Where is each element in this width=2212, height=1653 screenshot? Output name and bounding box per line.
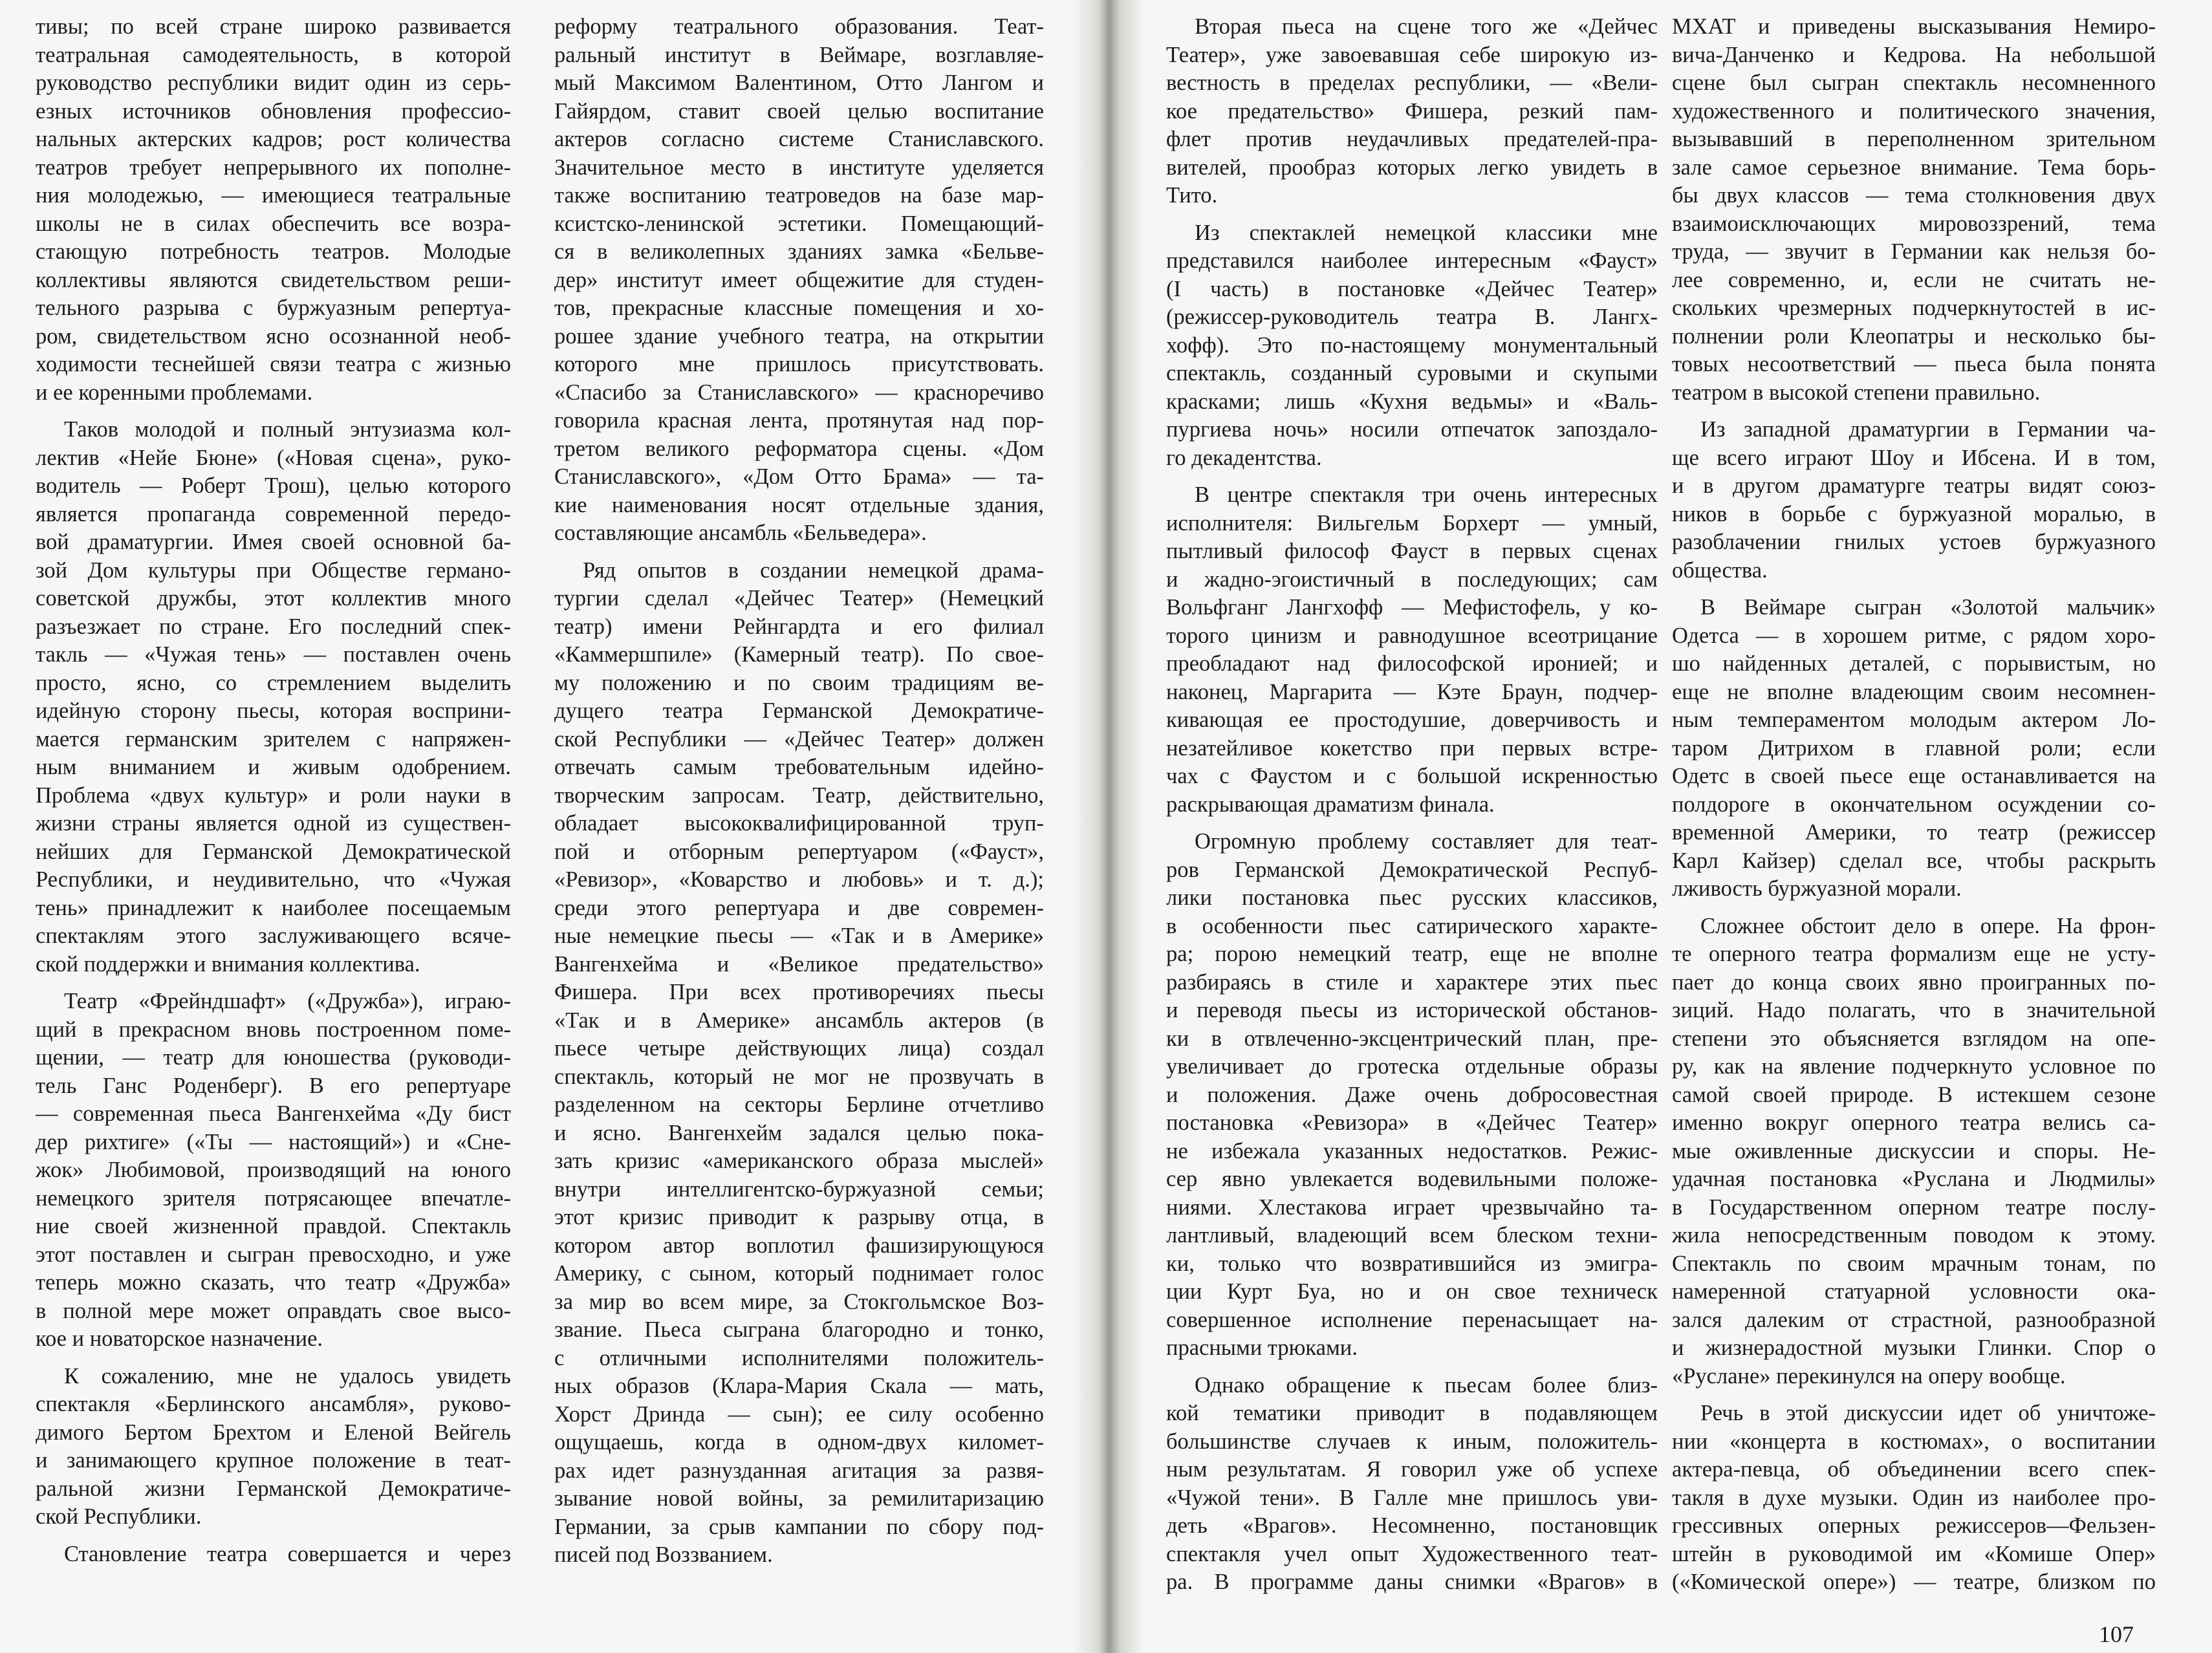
text-line: Театер», уже завоевавшая себе широкую из- [1166, 42, 1658, 67]
text-line: ще всего играют Шоу и Ибсена. И в том, [1672, 445, 2156, 470]
text-line: разделенном на секторы Берлине отчетливо [554, 1092, 1044, 1117]
text-line: среди этого репертуара и две современ- [554, 895, 1044, 920]
text-line: ром, свидетельством ясно осознанной необ- [36, 323, 511, 349]
paragraph [1672, 13, 2156, 407]
paragraph [1166, 1372, 1658, 1597]
text-line: стающую потребность театров. Молодые [36, 239, 511, 264]
paragraph [1672, 913, 2156, 1391]
text-line: штейн в руководимой им «Комише Опер» [1672, 1541, 2156, 1566]
text-line: Из западной драматургии в Германии ча- [1700, 417, 2156, 442]
text-line: самой своей природе. В истекшем сезоне [1672, 1082, 2156, 1107]
text-line: нии «концерта в костюмах», о воспитании [1672, 1429, 2156, 1454]
text-line: театров требует непрерывного их пополне- [36, 155, 511, 180]
text-line: ния молодежью, — имеющиеся театральные [36, 183, 511, 208]
text-line: Фишера. При всех противоречиях пьесы [554, 980, 1044, 1004]
text-line: совершенное исполнение перенасыщает на- [1166, 1307, 1658, 1332]
text-line: Вангенхейма и «Великое предательство» [554, 951, 1044, 977]
text-line: ников в борьбе с буржуазной моралью, в [1672, 501, 2156, 526]
text-line: спектаклям этого заслуживающего всяче- [36, 924, 511, 948]
text-line: тень» принадлежит к наиболее посещаемым [36, 895, 511, 920]
paragraph [554, 557, 1044, 1570]
text-line: и положения. Даже очень добросовестная [1166, 1082, 1658, 1107]
text-line: просто, ясно, со стремлением выделить [36, 670, 511, 695]
text-line: щении, — театр для юношества (руководи- [36, 1045, 511, 1070]
paragraph [1672, 416, 2156, 585]
text-line: «Руслане» перекинулся на оперу вообще. [1672, 1363, 2066, 1388]
text-line: ся в великолепных зданиях замка «Бельве- [554, 239, 1044, 264]
text-line: зался далеким от страстной, разнообразной [1672, 1307, 2156, 1332]
text-line: лектив «Нейе Бюне» («Новая сцена», руко- [36, 445, 511, 470]
text-line: этот поставлен и сыгран превосходно, и уже [36, 1242, 511, 1267]
text-line: Карл Кайзер) сделал все, чтобы раскрыть [1672, 848, 2156, 873]
text-line: актеров согласно системе Станиславского. [554, 127, 1044, 151]
text-line: вызывавший в переполненном зрительном [1672, 127, 2156, 151]
column-2 [554, 13, 1044, 1579]
text-line: спектакля «Берлинского ансамбля», руково- [36, 1392, 511, 1416]
text-line: чах с Фаустом и с большой искренностью [1166, 764, 1658, 788]
text-line: пургиева ночь» носили отпечаток запоздало- [1166, 417, 1658, 442]
text-line: ра. В программе даны снимки «Врагов» в [1166, 1570, 1658, 1594]
text-line: нейших для Германской Демократической [36, 839, 511, 864]
text-line: Становление театра совершается и через [64, 1541, 511, 1566]
text-line: составляющие ансамбль «Бельведера». [554, 521, 927, 545]
text-line: является пропаганда современной передо- [36, 501, 511, 526]
text-line: вой драматургии. Имея своей основной ба- [36, 530, 511, 554]
text-line: мые оживленные дискуссии и споры. Не- [1672, 1138, 2156, 1163]
text-line: временной Америки, то театр (режиссер [1672, 820, 2156, 845]
text-line: с отличными исполнителями положитель- [554, 1345, 1044, 1370]
text-line: Театр «Фрейндшафт» («Дружба»), играю- [64, 989, 511, 1013]
text-line: кое предательство» Фишера, резкий пам- [1166, 98, 1658, 124]
text-line: представился наиболее интересным «Фауст» [1166, 248, 1658, 273]
text-line: говорила красная лента, протянутая над пор- [554, 408, 1044, 433]
text-line: ных образов (Клара-Мария Скала — мать, [554, 1374, 1044, 1398]
text-line: такль — «Чужая тень» — поставлен очень [36, 642, 511, 667]
text-line: ки в отвлеченно-эксцентрический план, пре- [1166, 1026, 1658, 1051]
text-line: ощущаешь, когда в одном-двух километ- [554, 1430, 1044, 1454]
text-line: труда, — звучит в Германии как нельзя бо- [1672, 239, 2156, 264]
text-line: ки, только что возвратившийся из эмигра- [1166, 1251, 1658, 1276]
text-line: Одетса — в хорошем ритме, с рядом хоро- [1672, 623, 2156, 648]
text-line: кое и новаторское назначение. [36, 1326, 323, 1351]
text-line: (I часть) в постановке «Дейчес Театер» [1166, 276, 1658, 301]
text-line: лее современно, и, если не считать не- [1672, 267, 2156, 292]
text-line: К сожалению, мне не удалось увидеть [64, 1363, 511, 1388]
text-line: кой тематики приводит в подавляющем [1166, 1401, 1658, 1425]
paragraph [1166, 828, 1658, 1363]
text-line: также воспитанию театроведов на базе мар- [554, 183, 1044, 208]
text-line: Вольфганг Лангхофф — Мефистофель, у ко- [1166, 595, 1658, 620]
text-line: руководство республики видит один из серь- [36, 70, 511, 95]
text-line: коллективы являются свидетельством реши- [36, 267, 511, 292]
text-line: советской дружбы, этот коллектив много [36, 586, 511, 610]
text-line: увеличивает до гротеска отдельные образы [1166, 1054, 1658, 1079]
paragraph [36, 988, 511, 1354]
text-line: зать кризис «американского образа мыслей» [554, 1149, 1044, 1173]
book-gutter [1074, 0, 1145, 1653]
text-line: вестность в пределах республики, — «Вели- [1166, 70, 1658, 95]
text-line: зой Дом культуры при Обществе германо- [36, 557, 511, 583]
text-line: В Веймаре сыгран «Золотой мальчик» [1700, 595, 2156, 620]
text-line: жила непосредственным поводом к этому. [1672, 1223, 2156, 1248]
text-line: общества. [1672, 557, 1768, 583]
text-line: Хорст Дринда — сын); ее силу особенно [554, 1401, 1044, 1427]
text-line: МХАТ и приведены высказывания Немиро- [1672, 14, 2156, 39]
text-line: и жизнерадостной музыки Глинки. Спор о [1672, 1335, 2156, 1360]
text-line: спектакль, созданный суровыми и скупыми [1166, 361, 1658, 385]
text-line: Вторая пьеса на сцене того же «Дейчес [1195, 14, 1658, 39]
text-line: водитель — Роберт Трош), целью которого [36, 473, 511, 498]
text-line: товых несоответствий — пьеса была понята [1672, 352, 2156, 376]
text-line: Из спектаклей немецкой классики мне [1195, 220, 1658, 245]
text-line: те оперного театра формализм еще не усту- [1672, 942, 2156, 966]
text-line: Речь в этой дискуссии идет об уничтоже- [1700, 1401, 2156, 1425]
text-line: грессивных оперных режиссеров—Фельзен- [1672, 1513, 2156, 1538]
paragraph [1166, 219, 1658, 473]
text-line: в полной мере может оправдать свое высо- [36, 1298, 511, 1323]
text-line: («Комической опере») — театре, близком по [1672, 1570, 2156, 1594]
text-line: нальных актерских кадров; рост количества [36, 127, 511, 151]
text-line: ральный институт в Веймаре, возглавляе- [554, 42, 1044, 67]
text-line: вича-Данченко и Кедрова. На небольшой [1672, 42, 2156, 67]
text-line: бы двух классов — тема столкновения двух [1672, 183, 2156, 208]
text-line: исполнителя: Вильгельм Борхерт — умный, [1166, 510, 1658, 535]
text-line: такля в духе музыки. Один из наиболее про- [1672, 1485, 2156, 1510]
text-line: пьесе четыре действующих лица) создал [554, 1036, 1044, 1061]
text-line: Ряд опытов в создании немецкой драма- [583, 557, 1044, 583]
text-line: Однако обращение к пьесам более близ- [1195, 1372, 1658, 1398]
text-line: ксистско-ленинской эстетики. Помещающий- [554, 211, 1044, 236]
text-line: тель Ганс Роденберг). В его репертуаре [36, 1073, 511, 1098]
text-line: димого Бертом Брехтом и Еленой Вейгель [36, 1420, 511, 1445]
text-line: и ясно. Вангенхейм задался целью пока- [554, 1120, 1044, 1145]
text-line: «Чужой тени». В Галле мне пришлось уви- [1166, 1485, 1658, 1510]
text-line: удачная постановка «Руслана и Людмилы» [1672, 1167, 2156, 1191]
text-line: ным темпераментом молодым актером Ло- [1672, 708, 2156, 732]
text-line: и переводя пьесы из исторической обстанов- [1166, 998, 1658, 1022]
text-line: зиций. Надо полагать, что в значительной [1672, 998, 2156, 1022]
text-line: Гайярдом, ставит своей целью воспитание [554, 98, 1044, 124]
column-3 [1166, 13, 1658, 1606]
text-line: звание. Пьеса сыграна благородно и тонко, [554, 1317, 1044, 1342]
text-line: пает до конца своих явно проигранных по- [1672, 969, 2156, 995]
text-line: дущего театра Германской Демократиче- [554, 698, 1044, 723]
text-line: зывание новой войны, за ремилитаризацию [554, 1486, 1044, 1511]
text-line: идейную сторону пьесы, которая восприни- [36, 698, 511, 723]
text-line: в особенности пьес сатирического характе- [1166, 913, 1658, 938]
paragraph [1672, 1399, 2156, 1597]
text-line: скольких чрезмерных подчеркнутостей в ис- [1672, 296, 2156, 320]
text-line: актера-певца, об объединении всего спек- [1672, 1457, 2156, 1482]
text-line: красками; лишь «Кухня ведьмы» и «Валь- [1166, 389, 1658, 414]
text-line: Тито. [1166, 183, 1218, 208]
text-line: ров Германской Демократической Респуб- [1166, 857, 1658, 882]
text-line: «Спасибо за Станиславского» — красноречиво [554, 380, 1044, 405]
text-line: спектакля учел опыт Художественного теат- [1166, 1541, 1658, 1566]
text-line: реформу театрального образования. Теат- [554, 14, 1044, 39]
text-line: и занимающего крупное положение в теат- [36, 1448, 511, 1473]
text-line: таром Дитрихом в главной роли; если [1672, 735, 2156, 761]
text-line: и в другом драматурге театры видят союз- [1672, 473, 2156, 498]
text-line: деть «Врагов». Несомненно, постановщик [1166, 1513, 1658, 1538]
paragraph [36, 13, 511, 407]
text-line: незатейливое кокетство при первых встре- [1166, 735, 1658, 761]
text-line: полнении роли Клеопатры и несколько бы- [1672, 323, 2156, 349]
text-line: Проблема «двух культур» и роли науки в [36, 783, 511, 808]
paragraph [1166, 13, 1658, 210]
text-line: Огромную проблему составляет для теат- [1195, 829, 1658, 854]
text-line: Германии, за срыв кампании по сбору под- [554, 1514, 1044, 1539]
text-line: художественного и политического значения, [1672, 98, 2156, 124]
text-line: ра; порою немецкий театр, еще не вполне [1166, 942, 1658, 966]
text-line: ниями. Хлестакова играет чрезвычайно та- [1166, 1194, 1658, 1220]
text-line: тургии сделал «Дейчес Театер» (Немецкий [554, 586, 1044, 610]
text-line: рах идет разнузданная агитация за развя- [554, 1458, 1044, 1483]
text-line: зале самое серьезное внимание. Тема борь- [1672, 155, 2156, 180]
text-line: торого цинизм и равнодушное всеотрицание [1166, 623, 1658, 648]
paragraph [1672, 594, 2156, 903]
text-line: ской Республики. [36, 1504, 202, 1529]
text-line: за мир во всем мире, за Стокгольмское Воз- [554, 1289, 1044, 1314]
paragraph [36, 416, 511, 978]
text-line: сер явно увлекается водевильными положе- [1166, 1167, 1658, 1191]
text-line: дер рихтиге» («Ты — настоящий») и «Сне- [36, 1129, 511, 1154]
text-line: ным вниманием и живым одобрением. [36, 755, 511, 779]
text-line: котором автор воплотил фашизирующуюся [554, 1233, 1044, 1258]
text-line: рошее здание учебного театра, на открытии [554, 323, 1044, 349]
text-line: (режиссер-руководитель театра В. Лангх- [1166, 305, 1658, 329]
text-line: отвечать самым требовательным идейно- [554, 755, 1044, 779]
text-line: езных источников обновления профессио- [36, 98, 511, 124]
text-line: шо найденных деталей, с порывистым, но [1672, 651, 2156, 676]
text-line: школы не в силах обеспечить все возра- [36, 211, 511, 236]
text-line: ции Курт Буа, но и он свое техническ [1166, 1279, 1658, 1304]
text-line: третом великого реформатора сцены. «Дом [554, 436, 1044, 461]
text-line: этот кризис приводит к разрыву отца, в [554, 1205, 1044, 1229]
text-line: полдороге в окончательном осуждении со- [1672, 792, 2156, 817]
text-line: кие наименования носят отдельные здания, [554, 492, 1044, 517]
column-1 [36, 13, 511, 1577]
text-line: степени это объясняется взглядом на опе- [1672, 1026, 2156, 1051]
text-line: ным результатам. Я говорил уже об успехе [1166, 1457, 1658, 1482]
text-line: и жадно-эгоистичный в последующих; сам [1166, 567, 1658, 592]
text-line: в Государственном оперном театре послу- [1672, 1194, 2156, 1220]
text-line: «Так и в Америке» ансамбль актеров (в [554, 1008, 1044, 1033]
text-line: разъезжает по стране. Его последний спек- [36, 614, 511, 639]
text-line: не избежала указанных недостатков. Режис- [1166, 1138, 1658, 1163]
text-line: взаимоисключающих мировоззрений, тема [1672, 211, 2156, 236]
text-line: и ее коренными проблемами. [36, 380, 313, 405]
column-4 [1672, 13, 2156, 1606]
text-line: спектакль, который не мог не прозвучать в [554, 1064, 1044, 1089]
text-line: мается германским зрителем с напряжен- [36, 726, 511, 751]
text-line: Станиславского», «Дом Отто Брама» — та- [554, 464, 1044, 489]
text-line: Республики, и неудивительно, что «Чужая [36, 867, 511, 892]
text-line: лики постановка пьес русских классиков, [1166, 885, 1658, 910]
text-line: немецкого зрителя потрясающее впечатле- [36, 1185, 511, 1211]
text-line: Америку, с сыном, который поднимает голос [554, 1261, 1044, 1286]
text-line: театром в высокой степени правильно. [1672, 380, 2041, 405]
text-line: теперь можно сказать, что театр «Дружба» [36, 1270, 511, 1295]
text-line: «Ревизор», «Коварство и любовь» и т. д.); [554, 867, 1044, 892]
text-line: писей под Воззванием. [554, 1542, 773, 1567]
text-line: щий в прекрасном вновь построенном поме- [36, 1017, 511, 1042]
text-line: прасными трюками. [1166, 1335, 1358, 1360]
text-line: разоблачении гнилых устоев буржуазного [1672, 530, 2156, 554]
text-line: ные немецкие пьесы — «Так и в Америке» [554, 924, 1044, 948]
text-line: Значительное место в институте уделяется [554, 155, 1044, 180]
text-line: «Каммершпиле» (Камерный театр). По свое- [554, 642, 1044, 667]
text-line: пытливый философ Фауст в первых сценах [1166, 539, 1658, 563]
text-line: лантливый, владеющий всем блеском техни- [1166, 1223, 1658, 1248]
text-line: мый Максимом Валентином, Отто Лангом и [554, 70, 1044, 95]
text-line: творческим запросам. Театр, действительно, [554, 783, 1044, 808]
text-line: Сложнее обстоит дело в опере. На фрон- [1700, 913, 2156, 938]
text-line: ральной жизни Германской Демократиче- [36, 1476, 511, 1501]
text-line: внутри интеллигентско-буржуазной семьи; [554, 1176, 1044, 1202]
text-line: ской поддержки и внимания коллектива. [36, 951, 420, 977]
text-line: еще не вполне владеющим своим несомнен- [1672, 679, 2156, 704]
text-line: тельного разрыва с буржуазным репертуа- [36, 296, 511, 320]
text-line: дер» институт имеет общежитие для студен- [554, 267, 1044, 292]
text-line: ру, как на явление подчеркнуто условное по [1672, 1054, 2156, 1079]
paragraph [1166, 481, 1658, 819]
text-line: му положению и по своим традициям ве- [554, 670, 1044, 695]
text-line: вителей, прообраз которых легко увидеть в [1166, 155, 1658, 180]
text-line: флет против неудачливых предателей-пра- [1166, 127, 1658, 151]
text-line: намеренной статуарной условности ока- [1672, 1279, 2156, 1304]
text-line: го декадентства. [1166, 445, 1322, 470]
text-line: постановка «Ревизора» в «Дейчес Театер» [1166, 1110, 1658, 1135]
text-line: тивы; по всей стране широко развивается [36, 14, 511, 39]
text-line: хофф). Это по-настоящему монументальный [1166, 332, 1658, 358]
text-line: сцене был сыгран спектакль несомненного [1672, 70, 2156, 95]
text-line: ской Республики — «Дейчес Театер» должен [554, 726, 1044, 751]
text-line: большинстве случаев к иным, положитель- [1166, 1429, 1658, 1454]
paragraph [554, 13, 1044, 548]
text-line: лживость буржуазной морали. [1672, 876, 1962, 901]
text-line: наконец, Маргарита — Кэте Браун, подчер- [1166, 679, 1658, 704]
text-line: ходимости теснейшей связи театра с жизнью [36, 352, 511, 376]
text-line: В центре спектакля три очень интересных [1195, 482, 1658, 507]
text-line: именно вокруг оперного театра велись са- [1672, 1110, 2156, 1135]
text-line: обладает высококвалифицированной труп- [554, 811, 1044, 836]
paragraph [36, 1363, 511, 1531]
text-line: раскрывающая драматизм финала. [1166, 792, 1495, 817]
page-number: 107 [2099, 1621, 2134, 1647]
text-line: которого мне пришлось присутствовать. [554, 352, 1044, 376]
text-line: жизни страны является одной из существен- [36, 811, 511, 836]
text-line: разбираясь в стиле и характере этих пьес [1166, 969, 1658, 995]
text-line: пой и отборным репертуаром («Фауст», [554, 839, 1044, 864]
text-line: Спектакль по своим мрачным тонам, по [1672, 1251, 2156, 1276]
text-line: жок» Любимовой, производящий на юного [36, 1158, 511, 1182]
text-line: театр) имени Рейнгардта и его филиал [554, 614, 1044, 639]
text-line: театральная самодеятельность, в которой [36, 42, 511, 67]
text-line: Одетс в своей пьесе еще останавливается на [1672, 764, 2156, 788]
text-line: кивающая ее простодушие, доверчивость и [1166, 708, 1658, 732]
paragraph [36, 1540, 511, 1569]
text-line: — современная пьеса Вангенхейма «Ду бист [36, 1101, 511, 1126]
text-line: преобладают над философской иронией; и [1166, 651, 1658, 676]
text-line: тов, прекрасные классные помещения и хо- [554, 296, 1044, 320]
text-line: Таков молодой и полный энтузиазма кол- [64, 417, 511, 442]
text-line: ние своей жизненной правдой. Спектакль [36, 1214, 511, 1238]
